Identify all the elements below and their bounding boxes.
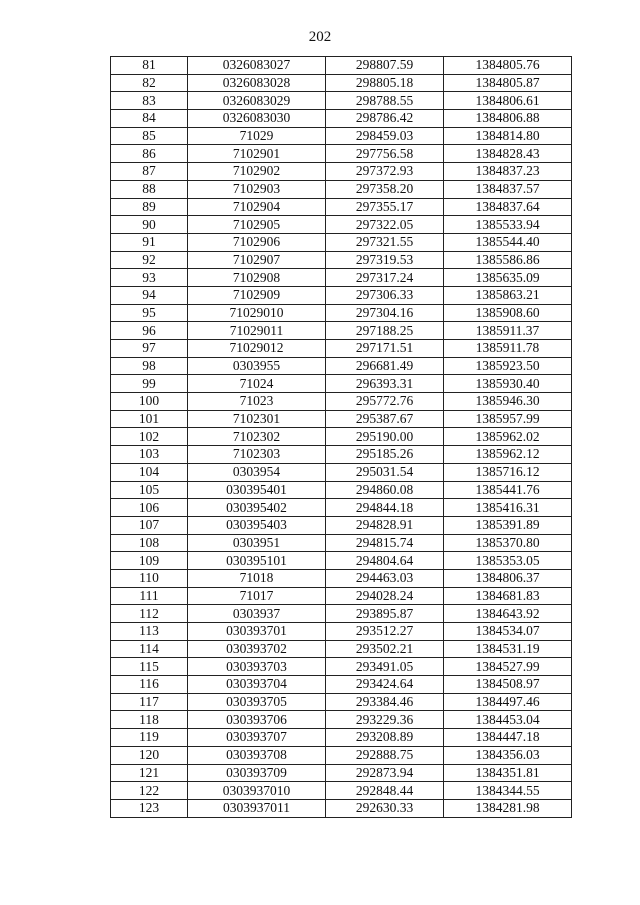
point-id-cell: 0303955 bbox=[188, 357, 326, 375]
x-coordinate-cell: 295185.26 bbox=[326, 446, 444, 464]
row-number-cell: 85 bbox=[111, 127, 188, 145]
x-coordinate-cell: 293424.64 bbox=[326, 676, 444, 694]
point-id-cell: 71024 bbox=[188, 375, 326, 393]
table-row bbox=[111, 357, 572, 375]
table-row bbox=[111, 216, 572, 234]
point-id-cell: 71018 bbox=[188, 569, 326, 587]
table-row bbox=[111, 481, 572, 499]
coordinates-table-body bbox=[111, 57, 572, 818]
point-id-cell: 7102302 bbox=[188, 428, 326, 446]
y-coordinate-cell: 1385533.94 bbox=[444, 216, 572, 234]
x-coordinate-cell: 295772.76 bbox=[326, 393, 444, 411]
row-number-cell: 113 bbox=[111, 623, 188, 641]
point-id-cell: 030393705 bbox=[188, 693, 326, 711]
x-coordinate-cell: 297358.20 bbox=[326, 180, 444, 198]
y-coordinate-cell: 1384643.92 bbox=[444, 605, 572, 623]
point-id-cell: 030393708 bbox=[188, 746, 326, 764]
point-id-cell: 0303937010 bbox=[188, 782, 326, 800]
point-id-cell: 7102904 bbox=[188, 198, 326, 216]
y-coordinate-cell: 1384806.88 bbox=[444, 110, 572, 128]
table-row bbox=[111, 145, 572, 163]
x-coordinate-cell: 293895.87 bbox=[326, 605, 444, 623]
x-coordinate-cell: 294828.91 bbox=[326, 516, 444, 534]
point-id-cell: 7102905 bbox=[188, 216, 326, 234]
coordinates-table bbox=[110, 56, 572, 818]
point-id-cell: 0326083028 bbox=[188, 74, 326, 92]
y-coordinate-cell: 1384351.81 bbox=[444, 764, 572, 782]
table-row bbox=[111, 110, 572, 128]
x-coordinate-cell: 296681.49 bbox=[326, 357, 444, 375]
table-row bbox=[111, 269, 572, 287]
x-coordinate-cell: 298805.18 bbox=[326, 74, 444, 92]
point-id-cell: 7102303 bbox=[188, 446, 326, 464]
point-id-cell: 0326083030 bbox=[188, 110, 326, 128]
point-id-cell: 0303954 bbox=[188, 463, 326, 481]
x-coordinate-cell: 297355.17 bbox=[326, 198, 444, 216]
table-row bbox=[111, 658, 572, 676]
y-coordinate-cell: 1384344.55 bbox=[444, 782, 572, 800]
y-coordinate-cell: 1384356.03 bbox=[444, 746, 572, 764]
y-coordinate-cell: 1384531.19 bbox=[444, 640, 572, 658]
point-id-cell: 7102909 bbox=[188, 286, 326, 304]
table-row bbox=[111, 676, 572, 694]
table-row bbox=[111, 516, 572, 534]
y-coordinate-cell: 1385911.78 bbox=[444, 340, 572, 358]
y-coordinate-cell: 1385353.05 bbox=[444, 552, 572, 570]
page-number: 202 bbox=[308, 29, 332, 45]
point-id-cell: 7102907 bbox=[188, 251, 326, 269]
y-coordinate-cell: 1384447.18 bbox=[444, 729, 572, 747]
y-coordinate-cell: 1384681.83 bbox=[444, 587, 572, 605]
table-row bbox=[111, 623, 572, 641]
point-id-cell: 7102906 bbox=[188, 233, 326, 251]
y-coordinate-cell: 1384508.97 bbox=[444, 676, 572, 694]
y-coordinate-cell: 1384805.87 bbox=[444, 74, 572, 92]
x-coordinate-cell: 293512.27 bbox=[326, 623, 444, 641]
row-number-cell: 119 bbox=[111, 729, 188, 747]
row-number-cell: 120 bbox=[111, 746, 188, 764]
y-coordinate-cell: 1385416.31 bbox=[444, 499, 572, 517]
x-coordinate-cell: 293502.21 bbox=[326, 640, 444, 658]
row-number-cell: 87 bbox=[111, 163, 188, 181]
y-coordinate-cell: 1385930.40 bbox=[444, 375, 572, 393]
row-number-cell: 95 bbox=[111, 304, 188, 322]
point-id-cell: 030393709 bbox=[188, 764, 326, 782]
x-coordinate-cell: 294804.64 bbox=[326, 552, 444, 570]
y-coordinate-cell: 1384806.61 bbox=[444, 92, 572, 110]
y-coordinate-cell: 1384453.04 bbox=[444, 711, 572, 729]
table-row bbox=[111, 587, 572, 605]
row-number-cell: 112 bbox=[111, 605, 188, 623]
table-row bbox=[111, 693, 572, 711]
x-coordinate-cell: 297304.16 bbox=[326, 304, 444, 322]
x-coordinate-cell: 294463.03 bbox=[326, 569, 444, 587]
table-row bbox=[111, 534, 572, 552]
point-id-cell: 71017 bbox=[188, 587, 326, 605]
x-coordinate-cell: 292888.75 bbox=[326, 746, 444, 764]
point-id-cell: 71029010 bbox=[188, 304, 326, 322]
point-id-cell: 71023 bbox=[188, 393, 326, 411]
row-number-cell: 102 bbox=[111, 428, 188, 446]
x-coordinate-cell: 297756.58 bbox=[326, 145, 444, 163]
row-number-cell: 91 bbox=[111, 233, 188, 251]
y-coordinate-cell: 1385962.02 bbox=[444, 428, 572, 446]
y-coordinate-cell: 1385586.86 bbox=[444, 251, 572, 269]
y-coordinate-cell: 1384814.80 bbox=[444, 127, 572, 145]
x-coordinate-cell: 292630.33 bbox=[326, 799, 444, 817]
table-row bbox=[111, 746, 572, 764]
x-coordinate-cell: 294815.74 bbox=[326, 534, 444, 552]
row-number-cell: 106 bbox=[111, 499, 188, 517]
point-id-cell: 71029011 bbox=[188, 322, 326, 340]
row-number-cell: 115 bbox=[111, 658, 188, 676]
row-number-cell: 83 bbox=[111, 92, 188, 110]
table-row bbox=[111, 286, 572, 304]
x-coordinate-cell: 298788.55 bbox=[326, 92, 444, 110]
row-number-cell: 111 bbox=[111, 587, 188, 605]
point-id-cell: 030395402 bbox=[188, 499, 326, 517]
row-number-cell: 98 bbox=[111, 357, 188, 375]
x-coordinate-cell: 294844.18 bbox=[326, 499, 444, 517]
point-id-cell: 0303937 bbox=[188, 605, 326, 623]
x-coordinate-cell: 297188.25 bbox=[326, 322, 444, 340]
x-coordinate-cell: 297171.51 bbox=[326, 340, 444, 358]
x-coordinate-cell: 293208.89 bbox=[326, 729, 444, 747]
y-coordinate-cell: 1385391.89 bbox=[444, 516, 572, 534]
y-coordinate-cell: 1385962.12 bbox=[444, 446, 572, 464]
table-row bbox=[111, 322, 572, 340]
table-row bbox=[111, 198, 572, 216]
table-row bbox=[111, 799, 572, 817]
table-row bbox=[111, 446, 572, 464]
row-number-cell: 90 bbox=[111, 216, 188, 234]
row-number-cell: 97 bbox=[111, 340, 188, 358]
table-row bbox=[111, 729, 572, 747]
row-number-cell: 107 bbox=[111, 516, 188, 534]
table-row bbox=[111, 92, 572, 110]
x-coordinate-cell: 292848.44 bbox=[326, 782, 444, 800]
y-coordinate-cell: 1384281.98 bbox=[444, 799, 572, 817]
row-number-cell: 122 bbox=[111, 782, 188, 800]
point-id-cell: 030395401 bbox=[188, 481, 326, 499]
y-coordinate-cell: 1385923.50 bbox=[444, 357, 572, 375]
x-coordinate-cell: 297317.24 bbox=[326, 269, 444, 287]
row-number-cell: 92 bbox=[111, 251, 188, 269]
x-coordinate-cell: 295387.67 bbox=[326, 410, 444, 428]
row-number-cell: 86 bbox=[111, 145, 188, 163]
point-id-cell: 030393701 bbox=[188, 623, 326, 641]
x-coordinate-cell: 297319.53 bbox=[326, 251, 444, 269]
table-row bbox=[111, 711, 572, 729]
row-number-cell: 121 bbox=[111, 764, 188, 782]
point-id-cell: 7102903 bbox=[188, 180, 326, 198]
y-coordinate-cell: 1384534.07 bbox=[444, 623, 572, 641]
point-id-cell: 030395403 bbox=[188, 516, 326, 534]
x-coordinate-cell: 296393.31 bbox=[326, 375, 444, 393]
y-coordinate-cell: 1385911.37 bbox=[444, 322, 572, 340]
table-row bbox=[111, 180, 572, 198]
point-id-cell: 0303951 bbox=[188, 534, 326, 552]
point-id-cell: 030395101 bbox=[188, 552, 326, 570]
row-number-cell: 88 bbox=[111, 180, 188, 198]
point-id-cell: 7102908 bbox=[188, 269, 326, 287]
row-number-cell: 118 bbox=[111, 711, 188, 729]
table-row bbox=[111, 57, 572, 75]
x-coordinate-cell: 293229.36 bbox=[326, 711, 444, 729]
table-row bbox=[111, 640, 572, 658]
point-id-cell: 71029 bbox=[188, 127, 326, 145]
row-number-cell: 100 bbox=[111, 393, 188, 411]
x-coordinate-cell: 293491.05 bbox=[326, 658, 444, 676]
row-number-cell: 103 bbox=[111, 446, 188, 464]
point-id-cell: 0326083029 bbox=[188, 92, 326, 110]
y-coordinate-cell: 1385716.12 bbox=[444, 463, 572, 481]
x-coordinate-cell: 297372.93 bbox=[326, 163, 444, 181]
point-id-cell: 71029012 bbox=[188, 340, 326, 358]
row-number-cell: 94 bbox=[111, 286, 188, 304]
table-row bbox=[111, 605, 572, 623]
x-coordinate-cell: 293384.46 bbox=[326, 693, 444, 711]
row-number-cell: 81 bbox=[111, 57, 188, 75]
table-row bbox=[111, 393, 572, 411]
table-row bbox=[111, 233, 572, 251]
y-coordinate-cell: 1384497.46 bbox=[444, 693, 572, 711]
table-row bbox=[111, 764, 572, 782]
y-coordinate-cell: 1384806.37 bbox=[444, 569, 572, 587]
row-number-cell: 123 bbox=[111, 799, 188, 817]
y-coordinate-cell: 1385441.76 bbox=[444, 481, 572, 499]
y-coordinate-cell: 1385908.60 bbox=[444, 304, 572, 322]
x-coordinate-cell: 297322.05 bbox=[326, 216, 444, 234]
row-number-cell: 99 bbox=[111, 375, 188, 393]
y-coordinate-cell: 1384837.57 bbox=[444, 180, 572, 198]
x-coordinate-cell: 294028.24 bbox=[326, 587, 444, 605]
y-coordinate-cell: 1384805.76 bbox=[444, 57, 572, 75]
table-row bbox=[111, 163, 572, 181]
y-coordinate-cell: 1385635.09 bbox=[444, 269, 572, 287]
y-coordinate-cell: 1385370.80 bbox=[444, 534, 572, 552]
row-number-cell: 82 bbox=[111, 74, 188, 92]
row-number-cell: 89 bbox=[111, 198, 188, 216]
table-row bbox=[111, 127, 572, 145]
row-number-cell: 84 bbox=[111, 110, 188, 128]
table-row bbox=[111, 499, 572, 517]
x-coordinate-cell: 292873.94 bbox=[326, 764, 444, 782]
x-coordinate-cell: 297306.33 bbox=[326, 286, 444, 304]
point-id-cell: 7102902 bbox=[188, 163, 326, 181]
point-id-cell: 0303937011 bbox=[188, 799, 326, 817]
table-row bbox=[111, 782, 572, 800]
x-coordinate-cell: 298807.59 bbox=[326, 57, 444, 75]
row-number-cell: 96 bbox=[111, 322, 188, 340]
point-id-cell: 0326083027 bbox=[188, 57, 326, 75]
x-coordinate-cell: 298786.42 bbox=[326, 110, 444, 128]
row-number-cell: 110 bbox=[111, 569, 188, 587]
point-id-cell: 7102901 bbox=[188, 145, 326, 163]
row-number-cell: 116 bbox=[111, 676, 188, 694]
row-number-cell: 101 bbox=[111, 410, 188, 428]
table-row bbox=[111, 74, 572, 92]
x-coordinate-cell: 297321.55 bbox=[326, 233, 444, 251]
point-id-cell: 030393704 bbox=[188, 676, 326, 694]
table-row bbox=[111, 569, 572, 587]
y-coordinate-cell: 1385957.99 bbox=[444, 410, 572, 428]
row-number-cell: 105 bbox=[111, 481, 188, 499]
row-number-cell: 109 bbox=[111, 552, 188, 570]
y-coordinate-cell: 1384837.64 bbox=[444, 198, 572, 216]
y-coordinate-cell: 1384837.23 bbox=[444, 163, 572, 181]
table-row bbox=[111, 552, 572, 570]
y-coordinate-cell: 1384527.99 bbox=[444, 658, 572, 676]
row-number-cell: 104 bbox=[111, 463, 188, 481]
table-row bbox=[111, 375, 572, 393]
row-number-cell: 117 bbox=[111, 693, 188, 711]
point-id-cell: 030393703 bbox=[188, 658, 326, 676]
y-coordinate-cell: 1385946.30 bbox=[444, 393, 572, 411]
x-coordinate-cell: 295031.54 bbox=[326, 463, 444, 481]
row-number-cell: 108 bbox=[111, 534, 188, 552]
table-row bbox=[111, 340, 572, 358]
row-number-cell: 114 bbox=[111, 640, 188, 658]
point-id-cell: 7102301 bbox=[188, 410, 326, 428]
table-row bbox=[111, 463, 572, 481]
x-coordinate-cell: 295190.00 bbox=[326, 428, 444, 446]
y-coordinate-cell: 1385544.40 bbox=[444, 233, 572, 251]
table-row bbox=[111, 251, 572, 269]
table-row bbox=[111, 410, 572, 428]
row-number-cell: 93 bbox=[111, 269, 188, 287]
x-coordinate-cell: 294860.08 bbox=[326, 481, 444, 499]
table-row bbox=[111, 428, 572, 446]
table-row bbox=[111, 304, 572, 322]
point-id-cell: 030393702 bbox=[188, 640, 326, 658]
point-id-cell: 030393707 bbox=[188, 729, 326, 747]
y-coordinate-cell: 1385863.21 bbox=[444, 286, 572, 304]
x-coordinate-cell: 298459.03 bbox=[326, 127, 444, 145]
y-coordinate-cell: 1384828.43 bbox=[444, 145, 572, 163]
point-id-cell: 030393706 bbox=[188, 711, 326, 729]
